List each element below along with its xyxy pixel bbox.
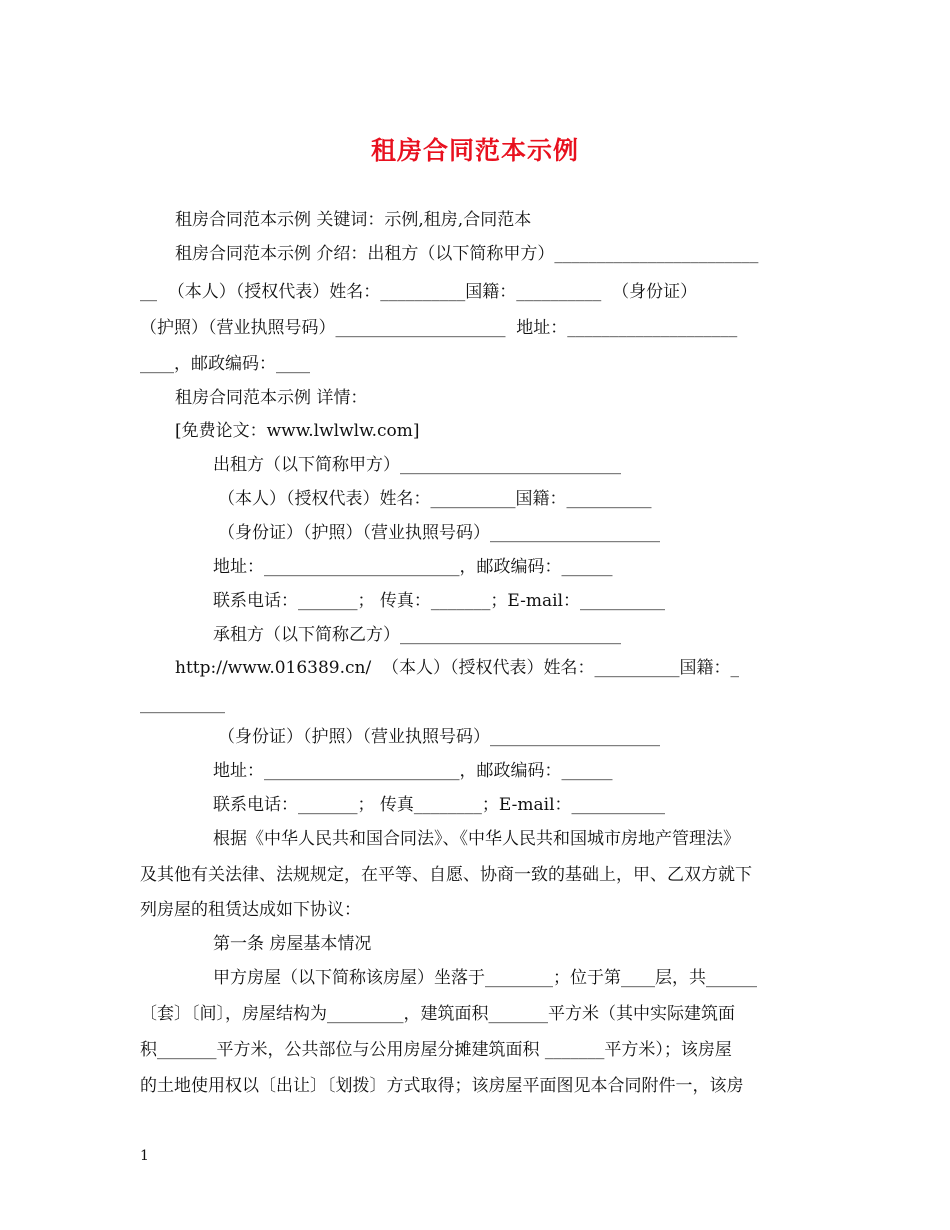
- intro-line-4: ____，邮政编码：____: [140, 354, 310, 374]
- lessor-line: 出租方（以下简称甲方）__________________________: [213, 455, 621, 475]
- lessor-id-line: （身份证）（护照）（营业执照号码）____________________: [218, 523, 660, 543]
- lessee-id-line: （身份证）（护照）（营业执照号码）____________________: [218, 727, 660, 747]
- intro-line: 租房合同范本示例 介绍：出租方（以下简称甲方）________________________: [175, 244, 759, 264]
- intro-line-2: __ （本人）（授权代表）姓名：__________国籍：__________ （身份证）: [140, 282, 698, 302]
- article-one-line-3: 积_______平方米，公共部位与公用房屋分摊建筑面积 _______平方米）；该房屋: [140, 1040, 732, 1060]
- lessee-name-line: http://www.016389.cn/ （本人）（授权代表）姓名：__________国籍：_: [175, 658, 740, 678]
- article-one-line-4: 的土地使用权以〔出让〕〔划拨〕方式取得；该房屋平面图见本合同附件一，该房: [140, 1076, 744, 1096]
- agreement-paragraph-line-2: 及其他有关法律、法规规定，在平等、自愿、协商一致的基础上，甲、乙双方就下: [140, 865, 752, 885]
- details-heading: 租房合同范本示例 详情：: [175, 388, 368, 408]
- intro-line-3: （护照）（营业执照号码）____________________ 地址：____________________: [140, 318, 738, 338]
- article-one-line-1: 甲方房屋（以下简称该房屋）坐落于________；位于第____层，共______: [213, 968, 757, 988]
- article-one-heading: 第一条 房屋基本情况: [213, 934, 372, 954]
- lessee-contact-line: 联系电话：_______； 传真________；E-mail：___________: [213, 795, 666, 815]
- article-one-line-2: 〔套〕〔间〕，房屋结构为_________，建筑面积_______平方米（其中实际建筑面: [140, 1004, 735, 1024]
- lessee-name-line-2: __________: [140, 694, 225, 714]
- free-paper-link: [免费论文：www.lwlwlw.com]: [175, 421, 420, 441]
- lessee-address-line: 地址：_______________________，邮政编码：______: [213, 761, 613, 781]
- lessee-line: 承租方（以下简称乙方）__________________________: [213, 625, 621, 645]
- page-number: 1: [140, 1148, 149, 1164]
- lessor-name-line: （本人）（授权代表）姓名：__________国籍：__________: [218, 489, 652, 509]
- document-title: 租房合同范本示例: [370, 136, 579, 165]
- lessor-contact-line: 联系电话：_______； 传真：_______；E-mail：__________: [213, 591, 666, 611]
- lessor-address-line: 地址：_______________________，邮政编码：______: [213, 557, 613, 577]
- agreement-paragraph-line-1: 根据《中华人民共和国合同法》、《中华人民共和国城市房地产管理法》: [213, 829, 740, 849]
- keywords-line: 租房合同范本示例 关键词：示例,租房,合同范本: [175, 210, 532, 230]
- agreement-paragraph-line-3: 列房屋的租赁达成如下协议：: [140, 900, 361, 920]
